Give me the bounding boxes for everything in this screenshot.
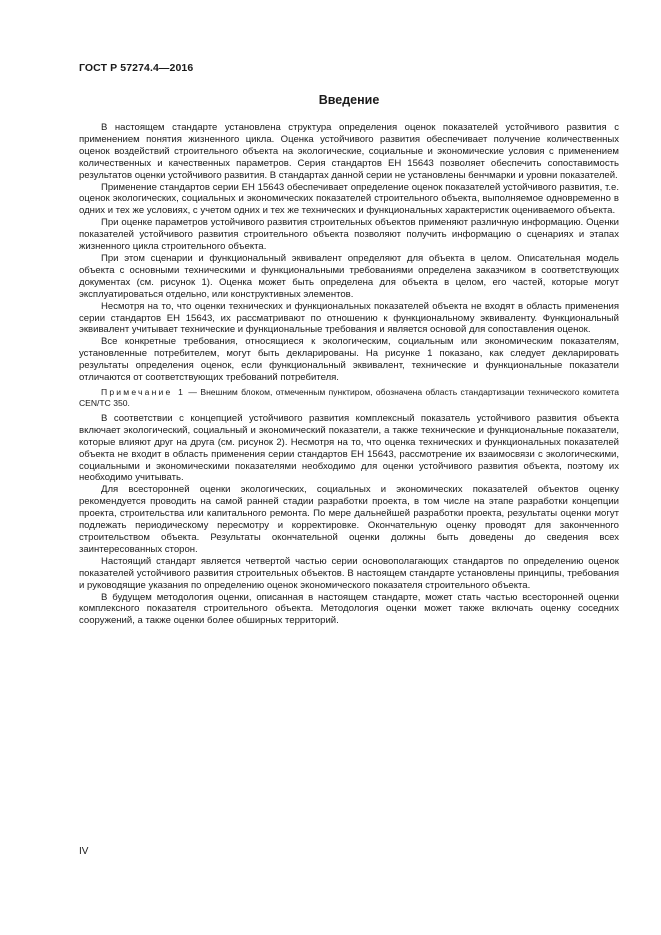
paragraph: В будущем методология оценки, описанная в настоящем стандарте, может стать частью всесторонней оценки комплексного показателя строительного объекта. Методология оценки может также включать оценку соседних сооружений, а также оценки более обширных территорий. — [79, 591, 619, 627]
paragraph: Все конкретные требования, относящиеся к экологическим, социальным или экономическим показателям, установленные потребителем, могут быть декларированы. На рисунке 1 показано, как следует декларировать результаты определения оценок, если функциональный эквивалент, технические и функциональные показатели отличаются от соответствующих требований потребителя. — [79, 336, 619, 384]
paragraph: В настоящем стандарте установлена структура определения оценок показателей устойчивого развития с применением понятия жизненного цикла. Оценка устойчивого развития обеспечивает получение количественных оценок воздействий строительного объекта на экологические, социальные и экономические условия с применением количественных и качественных параметров. Серия стандартов ЕН 15643 позволяет обеспечить сопоставимость результатов оценки устойчивого развития. В стандартах данной серии не установлены бенчмарки и уровни показателей. — [79, 122, 619, 181]
paragraph: При этом сценарии и функциональный эквивалент определяют для объекта в целом. Описательная модель объекта с основными техническими и функциональными требованиями определена заказчиком в соответствующих документах (см. рисунок 1). Оценка может быть определена для объекта в целом, его частей, которые могут эксплуатироваться отдельно, или конструктивных элементов. — [79, 252, 619, 300]
paragraph: В соответствии с концепцией устойчивого развития комплексный показатель устойчивого развития объекта включает экологический, социальный и экономический показатели, а также технические и функциональные показатели, которые влияют друг на друга (см. рисунок 2). Несмотря на то, что оценка технических и функциональных показателей объекта не входит в область применения серии стандартов ЕН 15643, рассмотрение их взаимосвязи с экологическими, социальными и экономическими показателями необходимо для оценки устойчивого развития объекта, поэтому их необходимо учитывать. — [79, 412, 619, 484]
section-title: Введение — [318, 93, 380, 107]
paragraph: Для всесторонней оценки экологических, социальных и экономических показателей объектов оценку рекомендуется проводить на самой ранней стадии разработки проекта, в том числе на этапе разработки концепции проекта, строительства или капитального ремонта. По мере дальнейшей разработки проекта, результаты оценки могут подлежать периодическому пересмотру и корректировке. Окончательную оценку проводят для законченного строительством объекта. Результаты окончательной оценки должны быть доведены до сведения всех заинтересованных сторон. — [79, 484, 619, 555]
page-number: IV — [79, 846, 89, 857]
paragraph: Применение стандартов серии ЕН 15643 обеспечивает определение оценок показателей устойчивого развития, т.е. оценок экологических, социальных и экономических показателей строительного объекта, выполняемое одновременно в одних и тех же условиях, с учетом одних и тех же технических и функциональных характеристик оцениваемого объекта. — [79, 181, 619, 217]
body-text — [79, 122, 619, 627]
note-text: — Внешним блоком, отмеченным пунктиром, обозначена область стандартизации технического комитета CEN/TC 350. — [79, 386, 620, 408]
paragraph: Несмотря на то, что оценки технических и функциональных показателей объекта не входят в область применения серии стандартов ЕН 15643, их рассматривают по отношению к функциональному эквиваленту. Функциональный эквивалент учитывает технические и функциональные требования и является основой для сопоставления оценок. — [79, 300, 619, 336]
standard-id-header: ГОСТ Р 57274.4—2016 — [79, 62, 194, 74]
note — [79, 387, 619, 409]
paragraph: При оценке параметров устойчивого развития строительных объектов применяют различную информацию. Оценки показателей устойчивого развития строительного объекта позволяют получить информацию о сценариях и этапах жизненного цикла строительного объекта. — [79, 217, 619, 253]
paragraph: Настоящий стандарт является четвертой частью серии основополагающих стандартов по определению оценок показателей устойчивого развития строительных объектов. В настоящем стандарте установлены принципы, требования и руководящие указания по определению оценок экономического показателя строительного объекта. — [79, 555, 619, 591]
note-label: Примечание 1 — [101, 386, 186, 397]
